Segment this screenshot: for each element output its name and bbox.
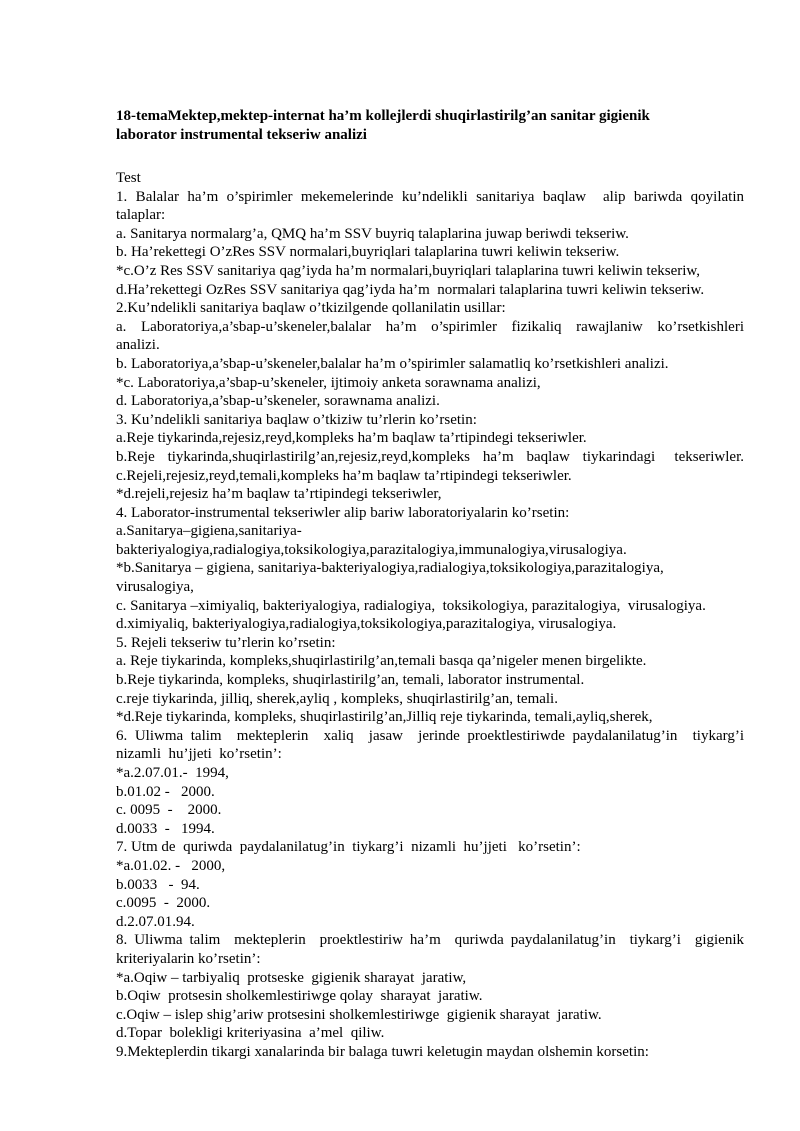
question-8: 8. Uliwma talim mekteplerin proektlestiriw ha’m quriwda paydalanilatug’in tiykarg’i gigienik xyxy=(116,932,744,949)
answer-option: b. Ha’rekettegi O’zRes SSV normalari,buyriqlari talaplarina tuwri keliwin tekseriw. xyxy=(116,244,620,261)
question-4: 4. Laborator-instrumental tekseriwler alip bariw laboratoriyalarin ko’rsetin: xyxy=(116,504,570,521)
answer-option: c.reje tiykarinda, jilliq, sherek,ayliq , kompleks, shuqirlastirilg’an, temali. xyxy=(116,690,558,707)
question-3: 3. Ku’ndelikli sanitariya baqlaw o’tkiziw tu’rlerin ko’rsetin: xyxy=(116,411,477,428)
answer-option: a. Laboratoriya,a’sbap-u’skeneler,balalar ha’m o’spirimler fizikaliq rawajlaniw ko’rsetkishleri xyxy=(116,318,744,335)
answer-option: d. Laboratoriya,a’sbap-u’skeneler, sorawnama analizi. xyxy=(116,393,440,410)
answer-option-cont: bakteriyalogiya,radialogiya,toksikologiya,parazitalogiya,immunalogiya,virusalogiya. xyxy=(116,541,627,558)
question-5: 5. Rejeli tekseriw tu’rlerin ko’rsetin: xyxy=(116,634,336,651)
question-1: 1. Balalar ha’m o’spirimler mekemelerinde ku’ndelikli sanitariya baqlaw alip bariwda qoyilatin xyxy=(116,188,744,205)
answer-option-correct: *a.Oqiw – tarbiyaliq protseske gigienik sharayat jaratiw, xyxy=(116,969,467,986)
answer-option: a. Reje tiykarinda, kompleks,shuqirlastirilg’an,temali basqa qa’nigeler menen birgelikte. xyxy=(116,653,647,670)
section-heading: Test xyxy=(116,170,141,186)
question-6-cont: nizamli hu’jjeti ko’rsetin’: xyxy=(116,746,282,763)
answer-option-correct: *d.Reje tiykarinda, kompleks, shuqirlastirilg’an,Jilliq reje tiykarinda, temali,ayliq,sherek, xyxy=(116,709,653,726)
document-body xyxy=(116,169,744,1062)
answer-option: b.0033 - 94. xyxy=(116,876,200,893)
answer-option-correct: *c. Laboratoriya,a’sbap-u’skeneler, ijtimoiy anketa sorawnama analizi, xyxy=(116,374,541,391)
answer-option: b.Reje tiykarinda,shuqirlastirilg’an,rejesiz,reyd,kompleks ha’m baqlaw tiykarindagi tekseriwler. xyxy=(116,448,744,465)
question-8-cont: kriteriyalarin ko’rsetin’: xyxy=(116,950,261,967)
answer-option: b.Oqiw protsesin sholkemlestiriwge qolay sharayat jaratiw. xyxy=(116,988,483,1005)
answer-option: c.Rejeli,rejesiz,reyd,temali,kompleks ha’m baqlaw ta’rtipindegi tekseriwler. xyxy=(116,467,572,484)
question-6: 6. Uliwma talim mekteplerin xaliq jasaw jerinde proektlestiriwde paydalanilatug’in tiykarg’i xyxy=(116,727,744,744)
title-line: laborator instrumental tekseriw analizi xyxy=(116,127,367,143)
question-1-cont: talaplar: xyxy=(116,207,166,224)
answer-option: c. Sanitarya –ximiyaliq, bakteriyalogiya, radialogiya, toksikologiya, parazitalogiya, virusalogiya. xyxy=(116,597,706,614)
answer-option: d.0033 - 1994. xyxy=(116,820,215,837)
question-9: 9.Mekteplerdin tikargi xanalarinda bir balaga tuwri keletugin maydan olshemin korsetin: xyxy=(116,1043,649,1060)
answer-option: c.Oqiw – islep shig’ariw protsesini sholkemlestiriwge gigienik sharayat jaratiw. xyxy=(116,1006,602,1023)
answer-option: b. Laboratoriya,a’sbap-u’skeneler,balalar ha’m o’spirimler salamatliq ko’rsetkishleri analizi. xyxy=(116,355,669,372)
answer-option: b.Reje tiykarinda, kompleks, shuqirlastirilg’an, temali, laborator instrumental. xyxy=(116,672,585,689)
answer-option: b.01.02 - 2000. xyxy=(116,783,215,800)
answer-option: a.Sanitarya–gigiena,sanitariya- xyxy=(116,523,302,540)
answer-option: d.Ha’rekettegi OzRes SSV sanitariya qag’iyda ha’m normalari talaplarina tuwri keliwin tekseriw. xyxy=(116,281,705,298)
answer-option-correct: *d.rejeli,rejesiz ha’m baqlaw ta’rtipindegi tekseriwler, xyxy=(116,486,442,503)
answer-option-correct: *c.O’z Res SSV sanitariya qag’iyda ha’m normalari,buyriqlari talaplarina tuwri keliwin tekseriw, xyxy=(116,262,700,279)
question-7: 7. Utm de quriwda paydalanilatug’in tiykarg’i nizamli hu’jjeti ko’rsetin’: xyxy=(116,839,581,856)
answer-option-correct: *b.Sanitarya – gigiena, sanitariya-bakteriyalogiya,radialogiya,toksikologiya,parazitalogiya, xyxy=(116,560,664,577)
answer-option-cont: analizi. xyxy=(116,337,160,354)
answer-option: d.ximiyaliq, bakteriyalogiya,radialogiya,toksikologiya,parazitalogiya, virusalogiya. xyxy=(116,616,617,633)
answer-option: c. 0095 - 2000. xyxy=(116,802,222,819)
answer-option: a.Reje tiykarinda,rejesiz,reyd,kompleks ha’m baqlaw ta’rtipindegi tekseriwler. xyxy=(116,430,587,447)
answer-option-correct: *a.2.07.01.- 1994, xyxy=(116,765,229,781)
answer-option: d.Topar bolekligi kriteriyasina a’mel qiliw. xyxy=(116,1025,385,1042)
answer-option-cont: virusalogiya, xyxy=(116,579,194,596)
document-title xyxy=(116,107,744,145)
answer-option: d.2.07.01.94. xyxy=(116,913,195,930)
answer-option-correct: *a.01.02. - 2000, xyxy=(116,857,226,874)
answer-option: a. Sanitarya normalarg’a, QMQ ha’m SSV buyriq talaplarina juwap beriwdi tekseriw. xyxy=(116,225,629,242)
title-line: 18-temaMektep,mektep-internat ha’m kollejlerdi shuqirlastirilg’an sanitar gigienik xyxy=(116,108,650,124)
question-2: 2.Ku’ndelikli sanitariya baqlaw o’tkizilgende qollanilatin usillar: xyxy=(116,300,506,317)
answer-option: c.0095 - 2000. xyxy=(116,895,211,912)
